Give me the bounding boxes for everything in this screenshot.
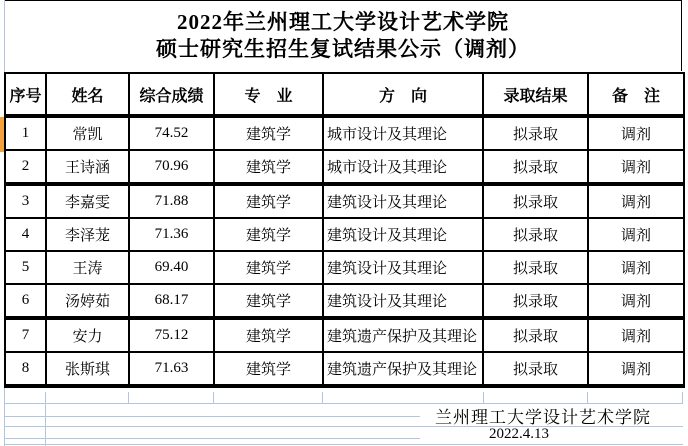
cell-name: 安力 — [46, 318, 129, 352]
gridline — [128, 392, 129, 403]
cell-remark: 调剂 — [588, 284, 684, 318]
cell-no: 6 — [5, 284, 46, 318]
cell-name: 常凯 — [46, 116, 129, 150]
cell-major: 建筑学 — [214, 116, 323, 150]
cell-score: 71.36 — [129, 218, 214, 251]
cell-major: 建筑学 — [214, 184, 323, 218]
gridline — [213, 392, 214, 403]
gridline — [483, 392, 484, 403]
cell-result: 拟录取 — [483, 284, 588, 318]
table-row — [5, 150, 684, 184]
cell-remark: 调剂 — [588, 116, 684, 150]
cell-no: 7 — [5, 318, 46, 352]
cell-no: 8 — [5, 352, 46, 386]
cell-direction: 建筑设计及其理论 — [323, 218, 483, 251]
table-row — [5, 284, 684, 318]
gridline — [5, 444, 683, 445]
cell-no: 1 — [5, 116, 46, 150]
gridline — [322, 392, 323, 403]
table-header-row — [5, 73, 684, 116]
cell-name: 张斯琪 — [46, 352, 129, 386]
cell-score: 71.88 — [129, 184, 214, 218]
cell-direction: 建筑设计及其理论 — [323, 184, 483, 218]
title-line-1: 2022年兰州理工大学设计艺术学院 — [177, 10, 509, 34]
cell-no: 3 — [5, 184, 46, 218]
table-body — [5, 116, 684, 386]
table-row — [5, 251, 684, 284]
cell-score: 70.96 — [129, 150, 214, 184]
cell-remark: 调剂 — [588, 218, 684, 251]
cell-score: 75.12 — [129, 318, 214, 352]
cell-result: 拟录取 — [483, 184, 588, 218]
cell-result: 拟录取 — [483, 150, 588, 184]
cell-major: 建筑学 — [214, 218, 323, 251]
table-row — [5, 352, 684, 386]
cell-direction: 建筑设计及其理论 — [323, 284, 483, 318]
col-header-name: 姓名 — [46, 73, 129, 116]
cell-name: 王涛 — [46, 251, 129, 284]
col-header-major: 专 业 — [214, 73, 323, 116]
table-row — [5, 218, 684, 251]
footer-signature: 兰州理工大学设计艺术学院 — [435, 408, 651, 427]
cell-major: 建筑学 — [214, 150, 323, 184]
table-row — [5, 116, 684, 150]
cell-remark: 调剂 — [588, 150, 684, 184]
gridline — [5, 438, 420, 439]
gridline — [5, 416, 420, 417]
cell-remark: 调剂 — [588, 251, 684, 284]
cell-score: 68.17 — [129, 284, 214, 318]
cell-direction: 建筑遗产保护及其理论 — [323, 352, 483, 386]
cell-result: 拟录取 — [483, 218, 588, 251]
table-row — [5, 184, 684, 218]
cell-direction: 建筑遗产保护及其理论 — [323, 318, 483, 352]
cell-score: 71.63 — [129, 352, 214, 386]
notice-title-block — [5, 0, 682, 71]
cell-direction: 建筑设计及其理论 — [323, 251, 483, 284]
cell-remark: 调剂 — [588, 184, 684, 218]
title-line-2: 硕士研究生招生复试结果公示（调剂） — [156, 37, 530, 61]
cell-result: 拟录取 — [483, 318, 588, 352]
col-header-score: 综合成绩 — [129, 73, 214, 116]
cell-major: 建筑学 — [214, 251, 323, 284]
cell-no: 4 — [5, 218, 46, 251]
cell-name: 李泽茏 — [46, 218, 129, 251]
cell-major: 建筑学 — [214, 352, 323, 386]
gridline — [587, 392, 588, 403]
col-header-direction: 方 向 — [323, 73, 483, 116]
cell-major: 建筑学 — [214, 318, 323, 352]
cell-name: 李嘉雯 — [46, 184, 129, 218]
col-header-result: 录取结果 — [483, 73, 588, 116]
cell-no: 5 — [5, 251, 46, 284]
cell-remark: 调剂 — [588, 318, 684, 352]
cell-result: 拟录取 — [483, 251, 588, 284]
admission-results-table — [4, 72, 685, 388]
col-header-remark: 备 注 — [588, 73, 684, 116]
cell-direction: 城市设计及其理论 — [323, 150, 483, 184]
cell-name: 王诗涵 — [46, 150, 129, 184]
cell-score: 74.52 — [129, 116, 214, 150]
cell-result: 拟录取 — [483, 352, 588, 386]
table-row — [5, 318, 684, 352]
gridline — [682, 392, 683, 403]
col-header-no: 序号 — [5, 73, 46, 116]
footer-date: 2022.4.13 — [489, 426, 549, 442]
cell-direction: 城市设计及其理论 — [323, 116, 483, 150]
cell-result: 拟录取 — [483, 116, 588, 150]
cell-remark: 调剂 — [588, 352, 684, 386]
cell-no: 2 — [5, 150, 46, 184]
cell-major: 建筑学 — [214, 284, 323, 318]
cell-score: 69.40 — [129, 251, 214, 284]
cell-name: 汤婷茹 — [46, 284, 129, 318]
